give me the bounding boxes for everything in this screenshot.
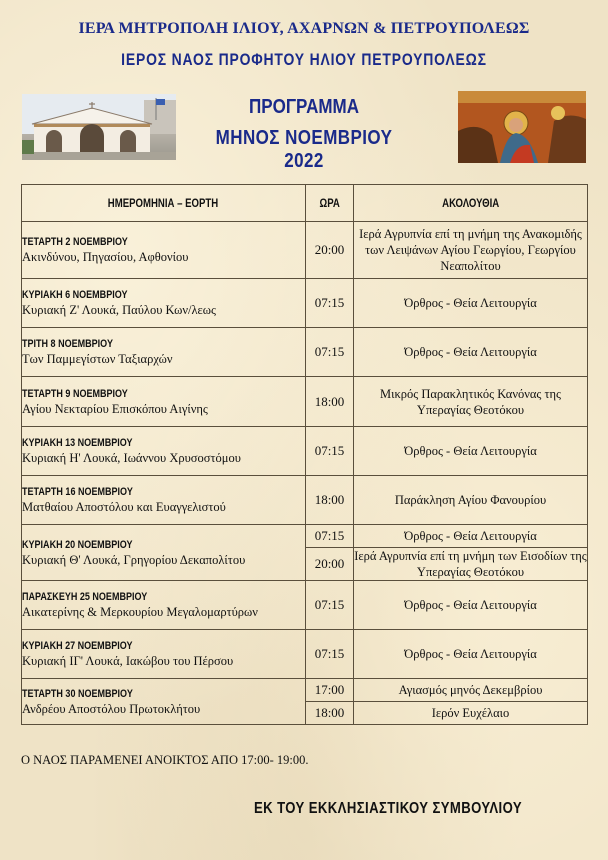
date-cell bbox=[22, 377, 306, 427]
feast-label: Ματθαίου Αποστόλου και Ευαγγελιστού bbox=[22, 500, 226, 514]
service-cell: Ιερά Αγρυπνία επί τη μνήμη των Εισοδίων της Υπεραγίας Θεοτόκου bbox=[354, 549, 587, 579]
service-cell: Μικρός Παρακλητικός Κανόνας της Υπεραγίας Θεοτόκου bbox=[354, 377, 588, 427]
day-label: ΤΡΙΤΗ 8 ΝΟΕΜΒΡΙΟΥ bbox=[22, 338, 113, 350]
table-row bbox=[22, 581, 588, 630]
service-cell: Όρθρος - Θεία Λειτουργία bbox=[354, 630, 588, 679]
feast-label: Αγίου Νεκταρίου Επισκόπου Αιγίνης bbox=[22, 401, 208, 416]
feast-label: Κυριακή ΙΓ' Λουκά, Ιακώβου του Πέρσου bbox=[22, 654, 234, 668]
table-row bbox=[22, 630, 588, 679]
service-cell: Όρθρος - Θεία Λειτουργία bbox=[354, 279, 588, 328]
council-signature: ΕΚ ΤΟΥ ΕΚΚΛΗΣΙΑΣΤΙΚΟΥ ΣΥΜΒΟΥΛΙΟΥ bbox=[254, 800, 522, 817]
service-cell: Όρθρος - Θεία Λειτουργία bbox=[354, 525, 588, 548]
prophet-icon-image bbox=[458, 91, 586, 163]
table-row bbox=[22, 222, 588, 279]
month-heading: ΜΗΝΟΣ ΝΟΕΜΒΡΙΟΥ 2022 bbox=[215, 127, 393, 172]
time-cell: 20:00 bbox=[306, 222, 354, 279]
time-cell: 18:00 bbox=[306, 702, 354, 725]
feast-label: Ακινδύνου, Πηγασίου, Αφθονίου bbox=[22, 250, 189, 264]
service-cell: Αγιασμός μηνός Δεκεμβρίου bbox=[354, 679, 588, 702]
column-header-time: ΩΡΑ bbox=[306, 185, 354, 222]
day-label: ΤΕΤΑΡΤΗ 2 ΝΟΕΜΒΡΙΟΥ bbox=[22, 236, 128, 248]
date-cell bbox=[22, 328, 306, 377]
time-cell: 07:15 bbox=[306, 279, 354, 328]
service-cell: Ιερόν Ευχέλαιο bbox=[354, 702, 588, 725]
feast-label: Κυριακή Θ' Λουκά, Γρηγορίου Δεκαπολίτου bbox=[22, 552, 246, 567]
column-header-date: ΗΜΕΡΟΜΗΝΙΑ – ΕΟΡΤΗ bbox=[22, 185, 306, 222]
feast-label: Κυριακή Η' Λουκά, Ιωάννου Χρυσοστόμου bbox=[22, 451, 241, 465]
day-label: ΠΑΡΑΣΚΕΥΗ 25 ΝΟΕΜΒΡΙΟΥ bbox=[22, 591, 148, 603]
church-photo bbox=[22, 94, 176, 160]
diocese-title: ΙΕΡΑ ΜΗΤΡΟΠΟΛΗ ΙΛΙΟΥ, ΑΧΑΡΝΩΝ & ΠΕΤΡΟΥΠΟΛΕΩΣ bbox=[78, 20, 530, 37]
schedule-table bbox=[21, 184, 588, 725]
day-label: ΚΥΡΙΑΚΗ 27 ΝΟΕΜΒΡΙΟΥ bbox=[22, 640, 133, 652]
time-cell: 07:15 bbox=[306, 525, 354, 548]
time-cell: 07:15 bbox=[306, 630, 354, 679]
date-cell bbox=[22, 630, 306, 679]
service-cell: Όρθρος - Θεία Λειτουργία bbox=[354, 328, 588, 377]
table-row bbox=[22, 476, 588, 525]
date-cell bbox=[22, 679, 306, 725]
service-cell: Όρθρος - Θεία Λειτουργία bbox=[354, 427, 588, 476]
table-row bbox=[22, 279, 588, 328]
time-cell: 17:00 bbox=[306, 679, 354, 702]
service-cell: Παράκληση Αγίου Φανουρίου bbox=[354, 476, 588, 525]
table-row bbox=[22, 427, 588, 476]
time-cell: 20:00 bbox=[306, 548, 354, 581]
service-cell: Ιερά Αγρυπνία επί τη μνήμη της Ανακομιδής των Λειψάνων Αγίου Γεωργίου, Γεωργίου Νεαπολίτου bbox=[354, 222, 588, 279]
table-row bbox=[22, 525, 588, 548]
program-heading: ΠΡΟΓΡΑΜΜΑ bbox=[248, 96, 360, 118]
day-label: ΚΥΡΙΑΚΗ 20 ΝΟΕΜΒΡΙΟΥ bbox=[22, 538, 133, 551]
opening-hours-note: Ο ΝΑΟΣ ΠΑΡΑΜΕΝΕΙ ΑΝΟΙΚΤΟΣ ΑΠΟ 17:00- 19:00. bbox=[21, 753, 309, 767]
time-cell: 18:00 bbox=[306, 377, 354, 427]
date-cell bbox=[22, 279, 306, 328]
table-row bbox=[22, 328, 588, 377]
time-cell: 07:15 bbox=[306, 581, 354, 630]
feast-label: Κυριακή Ζ' Λουκά, Παύλου Κων/λεως bbox=[22, 303, 216, 317]
time-cell: 07:15 bbox=[306, 427, 354, 476]
day-label: ΤΕΤΑΡΤΗ 16 ΝΟΕΜΒΡΙΟΥ bbox=[22, 486, 133, 498]
date-cell bbox=[22, 476, 306, 525]
date-cell bbox=[22, 222, 306, 279]
column-header-service: ΑΚΟΛΟΥΘΙΑ bbox=[354, 185, 588, 222]
day-label: ΤΕΤΑΡΤΗ 30 ΝΟΕΜΒΡΙΟΥ bbox=[22, 687, 133, 700]
date-cell bbox=[22, 525, 306, 581]
service-cell: Όρθρος - Θεία Λειτουργία bbox=[354, 581, 588, 630]
table-header-row bbox=[22, 185, 588, 222]
feast-label: Ανδρέου Αποστόλου Πρωτοκλήτου bbox=[22, 701, 201, 716]
date-cell bbox=[22, 581, 306, 630]
time-cell: 18:00 bbox=[306, 476, 354, 525]
date-cell bbox=[22, 427, 306, 476]
table-row bbox=[22, 377, 588, 427]
feast-label: Αικατερίνης & Μερκουρίου Μεγαλομαρτύρων bbox=[22, 605, 258, 619]
day-label: ΚΥΡΙΑΚΗ 13 ΝΟΕΜΒΡΙΟΥ bbox=[22, 437, 133, 449]
church-title: ΙΕΡΟΣ ΝΑΟΣ ΠΡΟΦΗΤΟΥ ΗΛΙΟΥ ΠΕΤΡΟΥΠΟΛΕΩΣ bbox=[121, 50, 487, 69]
time-cell: 07:15 bbox=[306, 328, 354, 377]
day-label: ΤΕΤΑΡΤΗ 9 ΝΟΕΜΒΡΙΟΥ bbox=[22, 387, 128, 400]
feast-label: Των Παμμεγίστων Ταξιαρχών bbox=[22, 352, 173, 366]
day-label: ΚΥΡΙΑΚΗ 6 ΝΟΕΜΒΡΙΟΥ bbox=[22, 289, 128, 301]
table-row bbox=[22, 679, 588, 702]
